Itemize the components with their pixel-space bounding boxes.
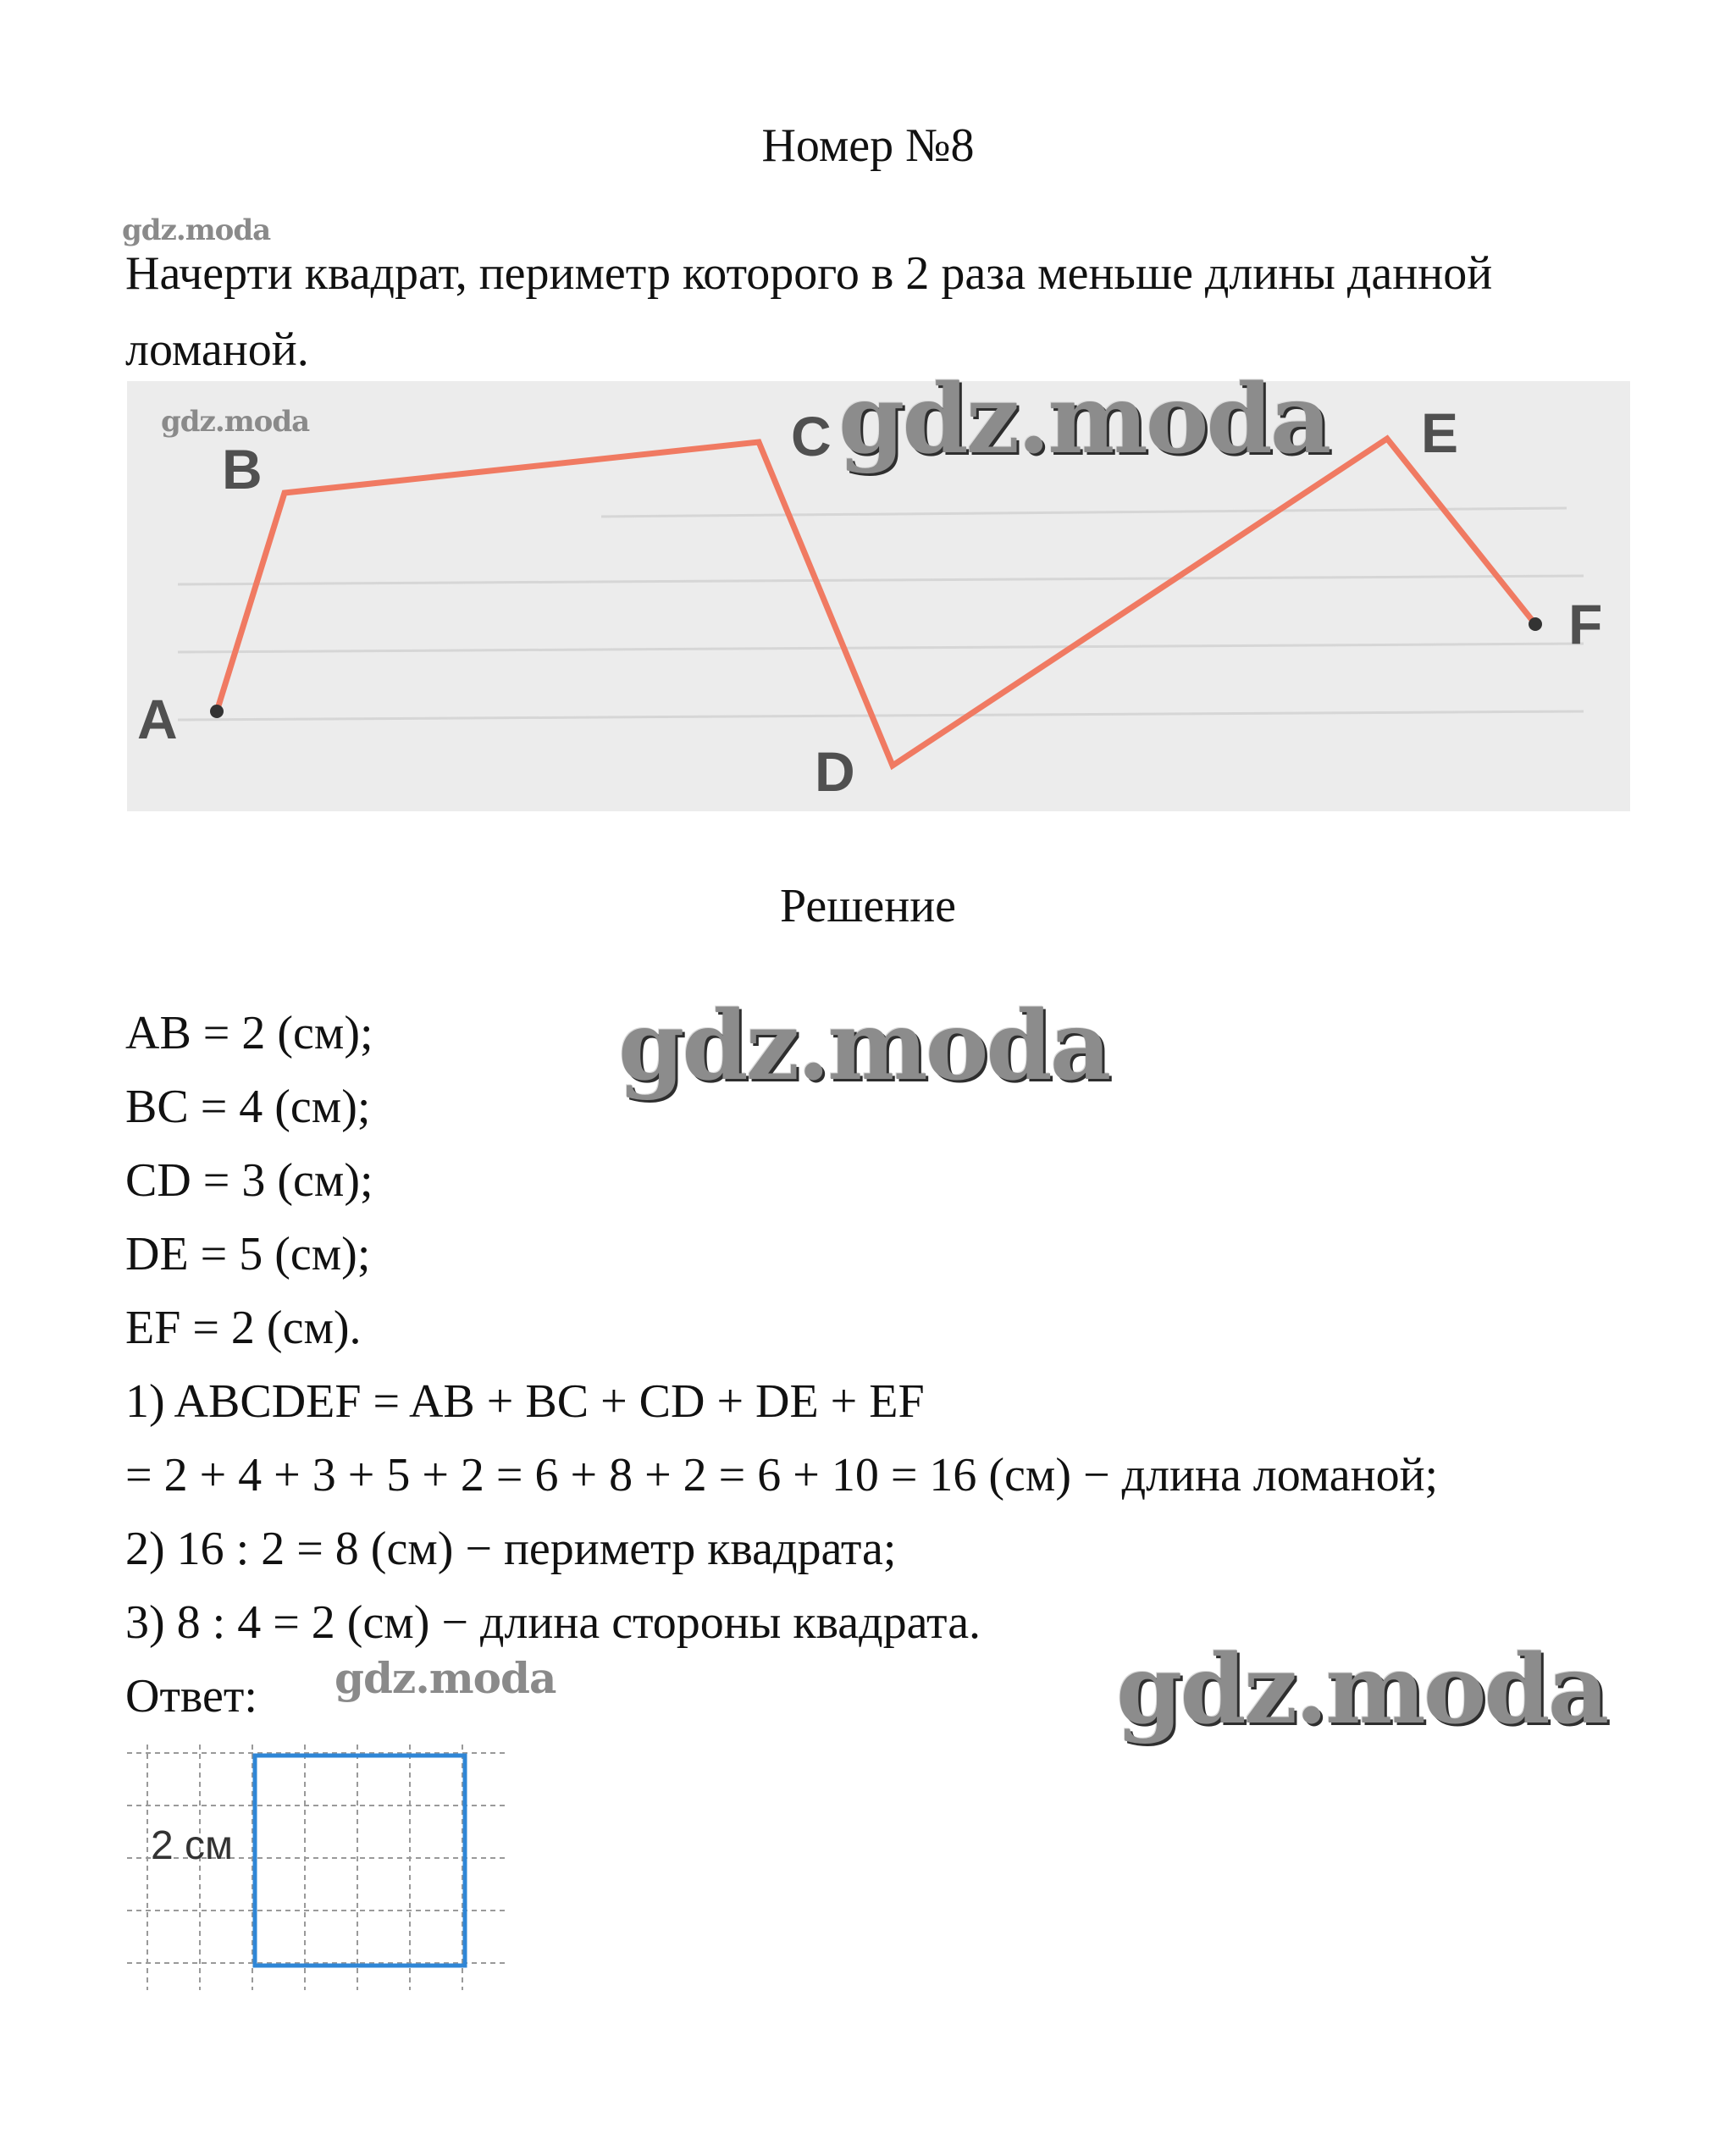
solution-line: 2) 16 : 2 = 8 (см) − периметр квадрата;	[125, 1523, 897, 1575]
solution-line: = 2 + 4 + 3 + 5 + 2 = 6 + 8 + 2 = 6 + 10 = 16 (см) − длина ломаной;	[125, 1449, 1439, 1501]
vertex-label-d: D	[815, 740, 855, 803]
watermark: gdz.moda	[618, 991, 1109, 1102]
point-a-dot	[210, 705, 224, 718]
point-f-dot	[1529, 617, 1542, 631]
vertex-label-c: C	[791, 405, 832, 467]
solution-line: CD = 3 (см);	[125, 1154, 373, 1207]
solution-line: BC = 4 (см);	[125, 1081, 371, 1133]
side-length-label: 2 см	[151, 1823, 234, 1868]
vertex-label-a: A	[137, 688, 178, 750]
vertex-label-f: F	[1568, 593, 1603, 655]
answer-label: Ответ:	[125, 1670, 257, 1723]
solution-line: 1) ABCDEF = AB + BC + CD + DE + EF	[125, 1375, 925, 1428]
vertex-label-e: E	[1421, 401, 1459, 464]
watermark: gdz.moda	[1116, 1634, 1607, 1745]
watermark: gdz.moda	[334, 1653, 556, 1703]
vertex-label-b: B	[222, 438, 263, 500]
answer-grid-svg	[127, 1745, 517, 1999]
answer-grid	[127, 1745, 517, 1999]
solution-line: 3) 8 : 4 = 2 (см) − длина стороны квадрата.	[125, 1596, 981, 1649]
watermark: gdz.moda	[838, 364, 1330, 475]
watermark: gdz.moda	[161, 405, 310, 439]
solution-heading: Решение	[779, 880, 957, 932]
solution-line: AB = 2 (см);	[125, 1007, 373, 1059]
task-text: Начерти квадрат, периметр которого в 2 раза меньше длины данной ломаной.	[125, 247, 1493, 376]
page-title: Номер №8	[761, 119, 975, 172]
solution-line: DE = 5 (см);	[125, 1228, 371, 1280]
solution-line: EF = 2 (см).	[125, 1302, 362, 1354]
answer-square	[255, 1756, 465, 1966]
watermark: gdz.moda	[122, 213, 271, 247]
